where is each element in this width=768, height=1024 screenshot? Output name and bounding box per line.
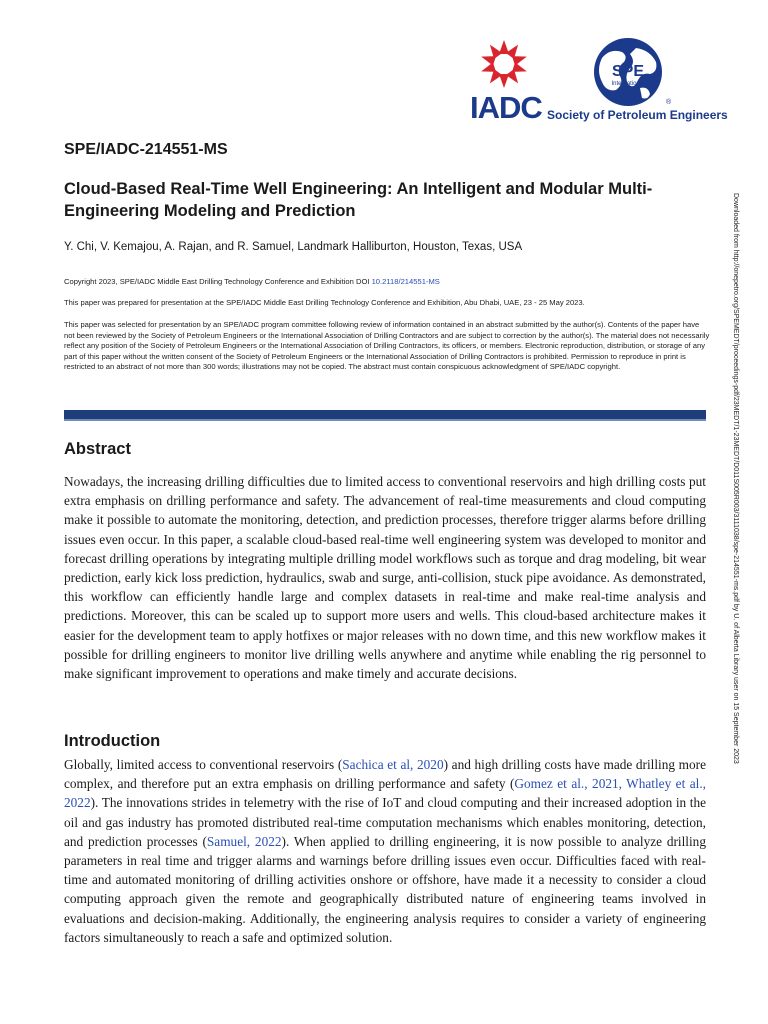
- intro-text-4: ). When applied to drilling engineering, it is now possible to analyze drilling parameters in real time and trigger alarms and warnings before drilling issues even occur. Difficulties faced with real-time and automated monitoring of drilling activities onshore or offshore, have made it a necessity to consider a cloud computing approach given the remote and geographically distributed nature of engineering teams involved in evaluations and decision-making. Additionally, the engineering analysis requires to consider a variety of engineering factors simultaneously to reach a safe and optimized solution.: [64, 833, 706, 945]
- download-notice: Downloaded from http://onepetro.org/SPEMEDT/proceedings-pdf/23MEDT/1-23MEDT/D011S005R003/3111038/spe-214551-ms.pdf by U. of Alberta Library user on 15 September 2023: [732, 193, 739, 764]
- copyright-text: Copyright 2023, SPE/IADC Middle East Drilling Technology Conference and Exhibition DOI: [64, 277, 372, 286]
- paper-title: Cloud-Based Real-Time Well Engineering: An Intelligent and Modular Multi-Engineering Modeling and Prediction: [64, 180, 653, 220]
- intro-text-1: Globally, limited access to conventional reservoirs (: [64, 757, 343, 772]
- disclaimer-notice: This paper was selected for presentation by an SPE/IADC program committee following review of information contained in an abstract submitted by the author(s). Contents of the paper have not been reviewed by the Society of Petroleum Engineers or the International Association of Drilling Contractors and are subject to correction by the author(s). The material does not necessarily reflect any position of the Society of Petroleum Engineers or the International Association of Drilling Contractors, its officers, or members. Electronic reproduction, distribution, or storage of any part of this paper without the written consent of the Society of Petroleum Engineers or the International Association of Drilling Contractors is prohibited. Permission to reproduce in print is restricted to an abstract of not more than 300 words; illustrations may not be copied. The abstract must contain conspicuous acknowledgment of SPE/IADC copyright.: [64, 320, 710, 372]
- introduction-body: [64, 755, 706, 947]
- doi-link[interactable]: 10.2118/214551-MS: [371, 277, 440, 286]
- spe-badge-subtext: International: [611, 81, 645, 87]
- intro-text-3: ). The innovations strides in telemetry with the rise of IoT and cloud computing and their increased adoption in the oil and gas industry has promoted distributed real-time computation mechanisms which enables monitoring, detection, and prediction processes (: [64, 795, 706, 849]
- copyright-notice: [64, 277, 710, 288]
- citation-sachica[interactable]: Sachica et al, 2020: [342, 757, 444, 772]
- citation-gomez-whatley[interactable]: Gomez et al., 2021, Whatley et al., 2022: [64, 776, 706, 811]
- logos-header: [470, 36, 728, 126]
- presentation-notice: This paper was prepared for presentation at the SPE/IADC Middle East Drilling Technology Conference and Exhibition, Abu Dhabi, UAE, 23 - 25 May 2023.: [64, 298, 585, 307]
- spe-tagline: Society of Petroleum Engineers: [547, 108, 728, 122]
- abstract-heading: Abstract: [64, 440, 131, 458]
- introduction-heading: Introduction: [64, 732, 161, 750]
- section-divider: [64, 410, 706, 421]
- abstract-body: Nowadays, the increasing drilling difficulties due to limited access to conventional reservoirs and high drilling costs put extra emphasis on drilling performance and safety. The advancement of real-time measurements and cloud computing make it possible to automate the monitoring, detection, and prediction processes, therefore trigger alarms before drilling issues even occur. In this paper, a scalable cloud-based real-time well engineering system was developed to monitor and forecast drilling operations by integrating multiple drilling model workflows such as torque and drag modeling, bit wear prediction, early kick loss prediction, hydraulics, swab and surge, anti-collision, stuck pipe avoidance. As demonstrated, this workflow can efficiently handle large and complex datasets in real-time and make real-time analysis and predictions. Moreover, this can be scaled up to support more users and wells. This cloud-based architecture makes it easier for the development team to apply hotfixes or major releases with no down time, and this new workflow makes it possible for drilling engineers to monitor live drilling wells anywhere and anytime while enabling the rig personnel to make significant improvement to operations and make timely and accurate decisions.: [64, 474, 706, 682]
- intro-text-2: ) and high drilling costs have made drilling more complex, and therefore put an extra emphasis on drilling performance and safety (: [64, 757, 706, 792]
- iadc-logo-text: IADC: [470, 90, 542, 125]
- registered-mark: ®: [666, 99, 672, 106]
- download-sidebar: [728, 193, 740, 833]
- spe-badge-text: SPE: [611, 63, 645, 80]
- paper-id: SPE/IADC-214551-MS: [64, 141, 228, 158]
- citation-samuel[interactable]: Samuel, 2022: [206, 833, 282, 849]
- author-list: Y. Chi, V. Kemajou, A. Rajan, and R. Samuel, Landmark Halliburton, Houston, Texas, USA: [64, 241, 523, 253]
